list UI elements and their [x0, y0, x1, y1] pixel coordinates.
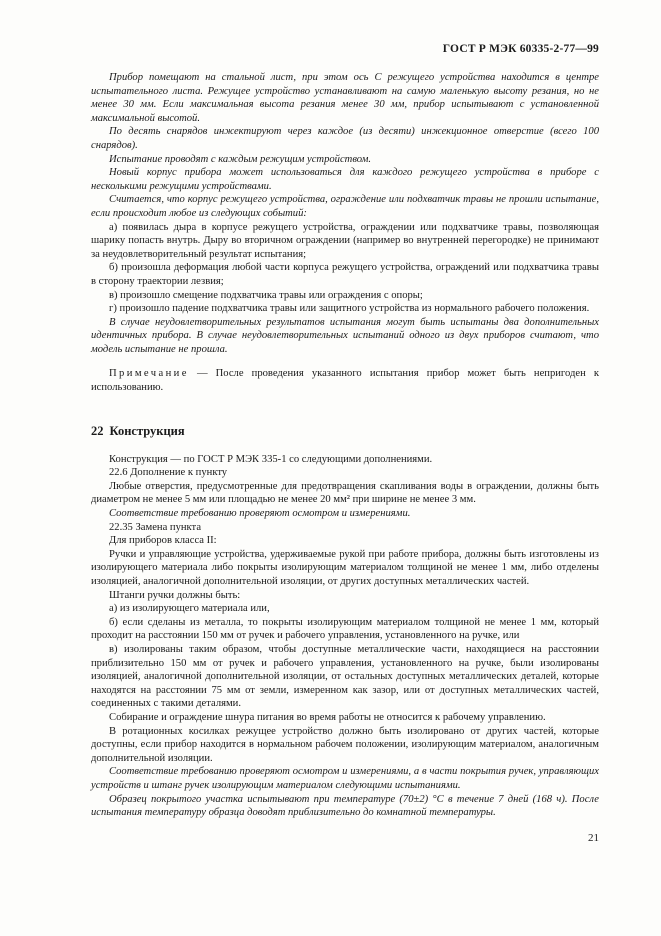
paragraph: Штанги ручки должны быть:	[109, 589, 241, 601]
list-item: а) появилась дыра в корпусе режущего устройства, ограждении или подхватчике травы, позволяющая шарику попасть внутрь. Дыру во вторичном ограждении (например во внутренней перегородке) не принимают за неудовлетворительный результат испытания;	[91, 221, 599, 260]
paragraph: Считается, что корпус режущего устройства, ограждение или подхватчик травы не прошли испытание, если происходит любое из следующих событий:	[91, 194, 599, 219]
paragraph: Прибор помещают на стальной лист, при этом ось С режущего устройства находится в центре испытательного листа. Режущее устройство устанавливают на самую маленькую высоту резания, но не менее 30 мм. Если максимальная высота резания менее 30 мм, прибор испытывают с установленной максимальной высотой.	[91, 72, 599, 124]
paragraph: Конструкция — по ГОСТ Р МЭК 335-1 со следующими дополнениями.	[109, 453, 433, 465]
section-number: 22	[91, 423, 104, 438]
note-label: Примечание	[109, 368, 189, 380]
paragraph: По десять снарядов инжектируют через каждое (из десяти) инжекционное отверстие (всего 100 снарядов).	[91, 126, 599, 151]
list-item: в) произошло смещение подхватчика травы или ограждения с опоры;	[109, 289, 423, 301]
paragraph: Образец покрытого участка испытывают при температуре (70±2) °С в течение 7 дней (168 ч). После испытания температуру образца доводят приблизительно до комнатной температуры.	[91, 793, 599, 819]
paragraph: В ротационных косилках режущее устройство должно быть изолировано от других частей, которые доступны, если прибор находится в нормальном рабочем положении, изолирующим материалом, аналогичным дополнительной изоляции.	[91, 725, 599, 764]
standard-header: ГОСТ Р МЭК 60335-2-77—99	[442, 43, 599, 55]
paragraph: Собирание и ограждение шнура питания во время работы не относится к рабочему управлению.	[109, 711, 546, 723]
paragraph: Для приборов класса II:	[109, 535, 217, 547]
paragraph: Испытание проводят с каждым режущим устройством.	[109, 153, 372, 165]
page-content	[91, 71, 599, 820]
list-item: в) изолированы таким образом, чтобы доступные металлические части, находящиеся на расстоянии приблизительно 150 мм от ручек и рабочего управления, установленного на ручке, были изолированы изоляцией, аналогичной дополнительной изоляции, от остальных доступных металлических деталей, которые находятся на расстоянии 75 мм от земли, измеренном как зазор, или от доступных металлических частей, соединенных с такими деталями.	[91, 643, 599, 710]
paragraph: Соответствие требованию проверяют осмотром и измерениями.	[109, 508, 411, 520]
section-name: Конструкция	[109, 423, 185, 438]
section-title	[91, 423, 599, 439]
paragraph: Ручки и управляющие устройства, удерживаемые рукой при работе прибора, должны быть изготовлены из изолирующего материала либо покрыты изолирующим материалом толщиной не менее 1 мм, либо отделены изоляцией, аналогичной дополнительной изоляции, от других доступных металлических частей.	[91, 548, 599, 587]
page-number: 21	[588, 832, 599, 844]
list-item: б) произошла деформация любой части корпуса режущего устройства, ограждений или подхватчика травы в сторону траектории лезвия;	[91, 262, 599, 287]
list-item: г) произошло падение подхватчика травы или защитного устройства из нормального рабочего положения.	[109, 303, 590, 315]
note-text: — После проведения указанного испытания прибор может быть непригоден к использованию.	[91, 368, 599, 394]
list-item: б) если сделаны из металла, то покрыты изолирующим материалом толщиной не менее 1 мм, который проходит на расстоянии 150 мм от ручек и рабочего управления, установленного на ручке, или	[91, 616, 599, 642]
note	[91, 367, 599, 394]
paragraph: В случае неудовлетворительных результатов испытания могут быть испытаны два дополнительных идентичных прибора. В случае неудовлетворительных испытаний одного из двух приборов считают, что модель испытание не прошла.	[91, 316, 599, 355]
paragraph: Любые отверстия, предусмотренные для предотвращения скапливания воды в ограждении, должны быть диаметром не менее 5 мм или площадью не менее 20 мм² при ширине не менее 3 мм.	[91, 480, 599, 506]
subclause-heading: 22.35 Замена пункта	[109, 521, 202, 533]
subclause-heading: 22.6 Дополнение к пункту	[109, 467, 228, 479]
paragraph: Соответствие требованию проверяют осмотром и измерениями, а в части покрытия ручек, управляющих устройств и штанг ручек изолирующим материалом следующими испытаниями.	[91, 766, 599, 791]
list-item: а) из изолирующего материала или,	[109, 603, 270, 615]
paragraph: Новый корпус прибора может использоваться для каждого режущего устройства в приборе с несколькими режущими устройствами.	[91, 167, 599, 192]
